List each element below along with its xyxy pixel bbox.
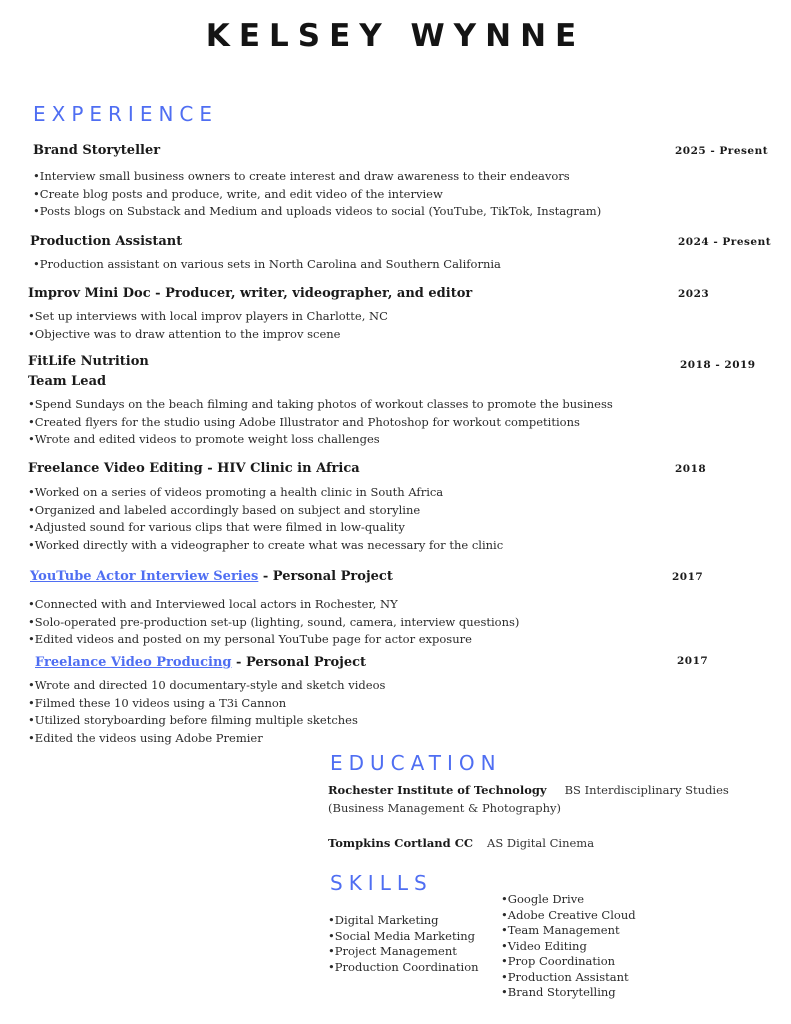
list-item: • Connected with and Interviewed local actors in Rochester, NY [28, 596, 519, 614]
job-title: Brand Storyteller [33, 143, 161, 158]
job-date: 2025 - Present [675, 145, 769, 157]
skill-item: • Digital Marketing [328, 913, 479, 929]
skill-item: • Production Coordination [328, 960, 479, 976]
skill-item: • Google Drive [501, 892, 636, 908]
education-heading: EDUCATION [330, 751, 502, 775]
list-item: • Utilized storyboarding before filming multiple sketches [28, 712, 385, 730]
skill-item: • Social Media Marketing [328, 929, 479, 945]
job-date: 2018 [675, 463, 707, 475]
list-item: • Worked directly with a videographer to create what was necessary for the clinic [28, 537, 503, 555]
school-name: Tompkins Cortland CC [328, 836, 474, 850]
experience-heading: EXPERIENCE [33, 102, 219, 126]
list-item: • Organized and labeled accordingly based on subject and storyline [28, 502, 503, 520]
list-item: • Set up interviews with local improv players in Charlotte, NC [28, 308, 388, 326]
degree: BS Interdisciplinary Studies [564, 783, 729, 797]
skills-column-2 [501, 892, 636, 1001]
list-item: • Edited videos and posted on my personal YouTube page for actor exposure [28, 631, 519, 649]
job-bullets [28, 677, 385, 747]
skill-item: • Video Editing [501, 939, 636, 955]
list-item: • Create blog posts and produce, write, and edit video of the interview [33, 186, 601, 204]
job-title: FitLife Nutrition [28, 354, 149, 369]
job-title: Production Assistant [30, 234, 183, 249]
skill-item: • Brand Storytelling [501, 985, 636, 1001]
job-title: Improv Mini Doc - Producer, writer, videographer, and editor [28, 286, 473, 301]
list-item: • Interview small business owners to create interest and draw awareness to their endeavors [33, 168, 601, 186]
skill-item: • Adobe Creative Cloud [501, 908, 636, 924]
list-item: • Posts blogs on Substack and Medium and uploads videos to social (YouTube, TikTok, Instagram) [33, 203, 601, 221]
job-date: 2018 - 2019 [680, 359, 756, 371]
list-item: • Spend Sundays on the beach filming and taking photos of workout classes to promote the business [28, 396, 613, 414]
video-producing-link[interactable]: Freelance Video Producing [35, 655, 232, 670]
list-item: • Created flyers for the studio using Adobe Illustrator and Photoshop for workout competitions [28, 414, 613, 432]
degree: AS Digital Cinema [487, 836, 595, 850]
list-item: • Solo-operated pre-production set-up (lighting, sound, camera, interview questions) [28, 614, 519, 632]
job-subtitle: Team Lead [28, 374, 107, 389]
youtube-series-link[interactable]: YouTube Actor Interview Series [30, 569, 259, 584]
job-bullets [33, 168, 601, 221]
job-bullets [28, 308, 388, 343]
degree-detail: (Business Management & Photography) [328, 800, 562, 815]
job-title-suffix: - Personal Project [258, 569, 393, 584]
skill-item: • Team Management [501, 923, 636, 939]
job-bullets [28, 396, 613, 449]
list-item: • Worked on a series of videos promoting a health clinic in South Africa [28, 484, 503, 502]
job-date: 2017 [672, 571, 704, 583]
resume-name: KELSEY WYNNE [205, 18, 586, 54]
job-bullets [28, 484, 503, 554]
job-date: 2017 [677, 655, 709, 667]
list-item: • Production assistant on various sets in North Carolina and Southern California [33, 256, 501, 274]
list-item: • Wrote and edited videos to promote weight loss challenges [28, 431, 613, 449]
job-date: 2023 [678, 288, 710, 300]
job-title [35, 655, 366, 670]
job-bullets [28, 596, 519, 649]
list-item: • Filmed these 10 videos using a T3i Cannon [28, 695, 385, 713]
job-bullets [33, 256, 501, 274]
job-title-suffix: - Personal Project [231, 655, 367, 670]
list-item: • Adjusted sound for various clips that were filmed in low-quality [28, 519, 503, 537]
school-name: Rochester Institute of Technology [328, 783, 547, 797]
skill-item: • Prop Coordination [501, 954, 636, 970]
list-item: • Objective was to draw attention to the improv scene [28, 326, 388, 344]
job-title [30, 569, 393, 584]
education-entry [328, 835, 594, 853]
list-item: • Edited the videos using Adobe Premier [28, 730, 385, 748]
list-item: • Wrote and directed 10 documentary-style and sketch videos [28, 677, 385, 695]
skill-item: • Production Assistant [501, 970, 636, 986]
skills-column-1 [328, 913, 479, 975]
skills-heading: SKILLS [330, 871, 433, 895]
job-title: Freelance Video Editing - HIV Clinic in Africa [28, 461, 360, 476]
skill-item: • Project Management [328, 944, 479, 960]
education-entry [328, 782, 729, 817]
job-date: 2024 - Present [678, 236, 772, 248]
